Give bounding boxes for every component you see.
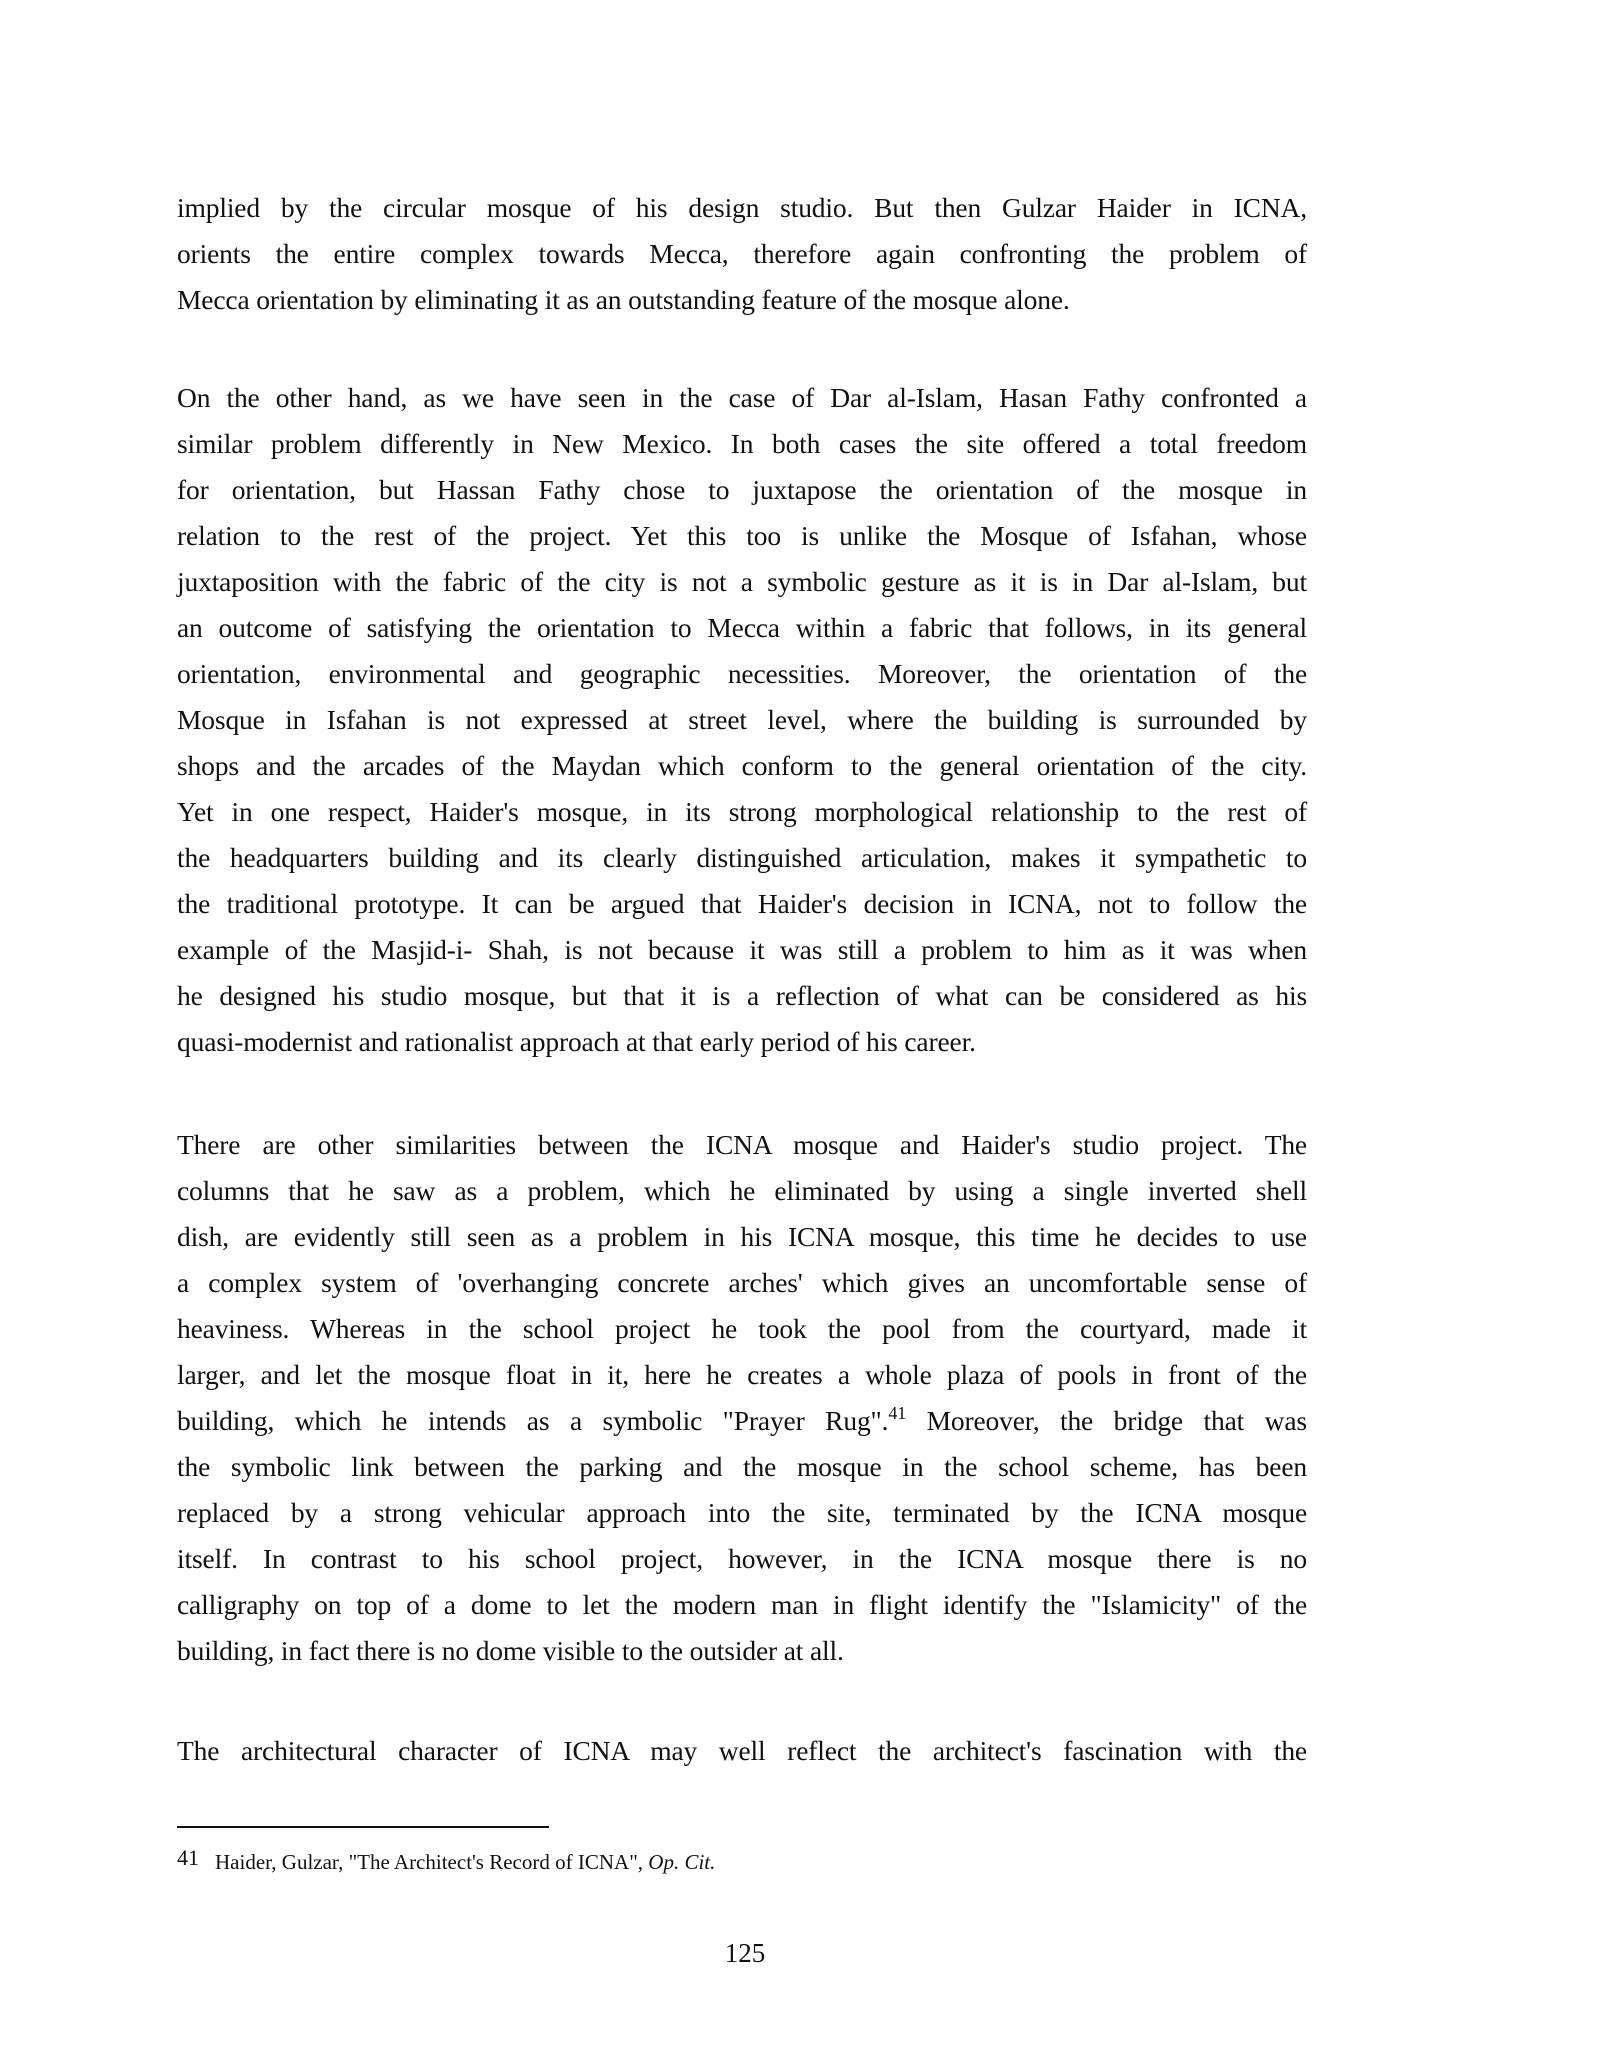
- text-line: On the other hand, as we have seen in the case of Dar al-Islam, Hasan Fathy confronted a: [177, 382, 1307, 413]
- text-line: Mosque in Isfahan is not expressed at street level, where the building is surrounded by: [177, 704, 1307, 735]
- text-line: Yet in one respect, Haider's mosque, in its strong morphological relationship to the rest of: [177, 796, 1307, 827]
- text-line: larger, and let the mosque float in it, here he creates a whole plaza of pools in front of the: [177, 1359, 1307, 1390]
- text-line: The architectural character of ICNA may well reflect the architect's fascination with the: [177, 1735, 1307, 1766]
- text-segment: building, which he intends as a symbolic "Prayer Rug".: [177, 1405, 889, 1436]
- text-line: itself. In contrast to his school project, however, in the ICNA mosque there is no: [177, 1543, 1307, 1574]
- text-line: columns that he saw as a problem, which he eliminated by using a single inverted shell: [177, 1175, 1307, 1206]
- text-line: example of the Masjid-i- Shah, is not because it was still a problem to him as it was when: [177, 934, 1307, 965]
- footnote-separator: [177, 1826, 549, 1828]
- paragraph-4: [177, 1728, 1307, 1774]
- text-line: he designed his studio mosque, but that it is a reflection of what can be considered as his: [177, 980, 1307, 1011]
- footnote-number: 41: [177, 1845, 199, 1870]
- text-line: orientation, environmental and geographic necessities. Moreover, the orientation of the: [177, 658, 1307, 689]
- text-line: Mecca orientation by eliminating it as an outstanding feature of the mosque alone.: [177, 284, 1070, 315]
- text-line: calligraphy on top of a dome to let the modern man in flight identify the "Islamicity" of the: [177, 1589, 1307, 1620]
- text-line: shops and the arcades of the Maydan which conform to the general orientation of the city.: [177, 750, 1307, 781]
- text-line: heaviness. Whereas in the school project he took the pool from the courtyard, made it: [177, 1313, 1307, 1344]
- text-line: dish, are evidently still seen as a problem in his ICNA mosque, this time he decides to use: [177, 1221, 1307, 1252]
- text-line: quasi-modernist and rationalist approach at that early period of his career.: [177, 1026, 976, 1057]
- text-line: for orientation, but Hassan Fathy chose to juxtapose the orientation of the mosque in: [177, 474, 1307, 505]
- footnote: [177, 1843, 715, 1877]
- text-line: juxtaposition with the fabric of the city is not a symbolic gesture as it is in Dar al-Islam, but: [177, 566, 1307, 597]
- text-line: replaced by a strong vehicular approach into the site, terminated by the ICNA mosque: [177, 1497, 1307, 1528]
- paragraph-3: [177, 1122, 1307, 1674]
- text-line: a complex system of 'overhanging concrete arches' which gives an uncomfortable sense of: [177, 1267, 1307, 1298]
- text-line: an outcome of satisfying the orientation to Mecca within a fabric that follows, in its general: [177, 612, 1307, 643]
- text-line: similar problem differently in New Mexico. In both cases the site offered a total freedom: [177, 428, 1307, 459]
- paragraph-1: [177, 185, 1307, 323]
- text-line: orients the entire complex towards Mecca, therefore again confronting the problem of: [177, 238, 1307, 269]
- text-line: building, in fact there is no dome visible to the outsider at all.: [177, 1635, 844, 1666]
- footnote-text: Haider, Gulzar, "The Architect's Record of ICNA",: [215, 1850, 649, 1874]
- text-line: relation to the rest of the project. Yet this too is unlike the Mosque of Isfahan, whose: [177, 520, 1307, 551]
- text-line: the headquarters building and its clearly distinguished articulation, makes it sympathetic to: [177, 842, 1307, 873]
- page-number: 125: [724, 1938, 766, 1968]
- text-line-with-footnote-ref: [177, 1398, 1307, 1444]
- text-line: implied by the circular mosque of his design studio. But then Gulzar Haider in ICNA,: [177, 192, 1307, 223]
- footnote-reference[interactable]: 41: [888, 1403, 907, 1423]
- footnote-italic: Op. Cit.: [648, 1850, 716, 1874]
- text-line: the traditional prototype. It can be argued that Haider's decision in ICNA, not to follow the: [177, 888, 1307, 919]
- text-line: the symbolic link between the parking and the mosque in the school scheme, has been: [177, 1451, 1307, 1482]
- paragraph-2: [177, 375, 1307, 1065]
- text-line: There are other similarities between the ICNA mosque and Haider's studio project. The: [177, 1129, 1307, 1160]
- text-segment: Moreover, the bridge that was: [906, 1405, 1307, 1436]
